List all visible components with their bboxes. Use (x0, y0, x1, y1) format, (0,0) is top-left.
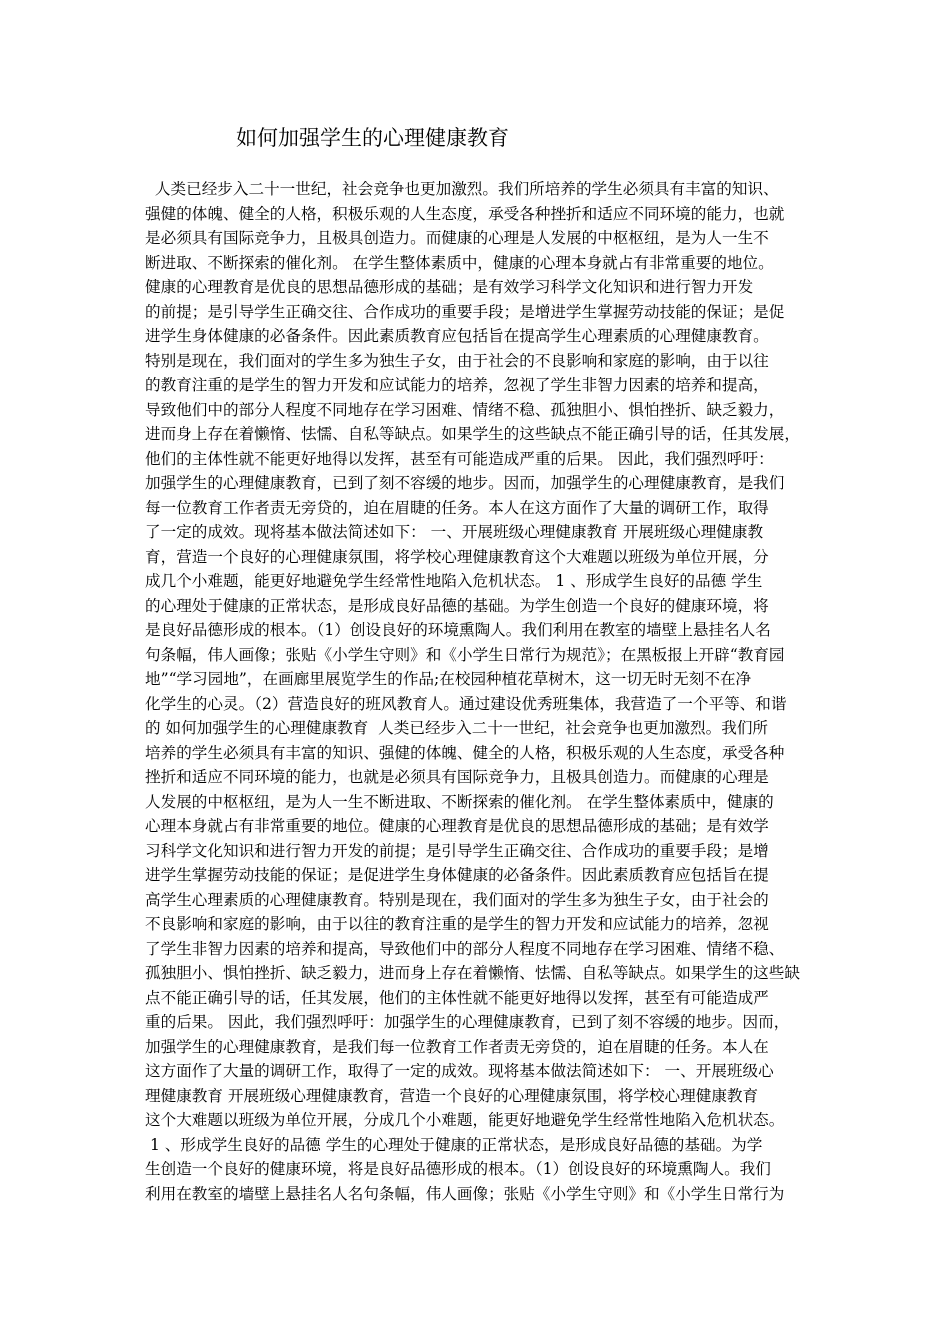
text-line: 人发展的中枢枢纽，是为人一生不断进取、不断探索的催化剂。 在学生整体素质中，健康的 (145, 792, 774, 811)
text-line: 是良好品德形成的根本。（1）创设良好的环境熏陶人。我们利用在教室的墙壁上悬挂名人名 (145, 621, 771, 639)
text-line: 孤独胆小、惧怕挫折、缺乏毅力，进而身上存在着懒惰、怯懦、自私等缺点。如果学生的这些缺 (145, 964, 800, 982)
text-line: 进而身上存在着懒惰、怯懦、自私等缺点。如果学生的这些缺点不能正确引导的话，任其发展， (145, 425, 800, 443)
text-line: 是必须具有国际竞争力，且极具创造力。而健康的心理是人发展的中枢枢纽，是为人一生不 (145, 229, 769, 247)
text-line: 高学生心理素质的心理健康教育。特别是现在，我们面对的学生多为独生子女，由于社会的 (145, 890, 769, 909)
text-line: 成几个小难题，能更好地避免学生经常性地陷入危机状态。 1 、形成学生良好的品德 学生 (145, 572, 763, 590)
text-line: 1 、形成学生良好的品德 学生的心理处于健康的正常状态，是形成良好品德的基础。为学 (145, 1135, 763, 1154)
text-line: 特别是现在，我们面对的学生多为独生子女，由于社会的不良影响和家庭的影响，由于以往 (145, 351, 769, 370)
document-body (145, 177, 811, 1206)
text-line: 断进取、不断探索的催化剂。 在学生整体素质中，健康的心理本身就占有非常重要的地位。 (145, 253, 774, 272)
text-line: 人类已经步入二十一世纪，社会竞争也更加激烈。我们所培养的学生必须具有丰富的知识、 (145, 180, 779, 198)
text-line: 句条幅，伟人画像；张贴《小学生守则》和《小学生日常行为规范》；在黑板报上开辟“教育园 (145, 645, 785, 664)
text-line: 重的后果。 因此，我们强烈呼吁：加强学生的心理健康教育，已到了刻不容缓的地步。因而， (145, 1013, 790, 1031)
text-line: 的教育注重的是学生的智力开发和应试能力的培养，忽视了学生非智力因素的培养和提高， (145, 376, 769, 394)
text-line: 这方面作了大量的调研工作，取得了一定的成效。现将基本做法简述如下： 一、开展班级心 (145, 1062, 774, 1080)
text-line: 不良影响和家庭的影响，由于以往的教育注重的是学生的智力开发和应试能力的培养，忽视 (145, 915, 769, 933)
text-line: 了学生非智力因素的培养和提高，导致他们中的部分人程度不同地存在学习困难、情绪不稳、 (145, 939, 785, 958)
text-line: 他们的主体性就不能更好地得以发挥，甚至有可能造成严重的后果。 因此，我们强烈呼吁： (145, 449, 774, 468)
text-line: 习科学文化知识和进行智力开发的前提；是引导学生正确交往、合作成功的重要手段；是增 (145, 841, 769, 860)
text-line: 培养的学生必须具有丰富的知识、强健的体魄、健全的人格，积极乐观的人生态度，承受各种 (145, 743, 785, 762)
text-line: 育，营造一个良好的心理健康氛围，将学校心理健康教育这个大难题以班级为单位开展，分 (145, 547, 769, 566)
text-line: 强健的体魄、健全的人格，积极乐观的人生态度，承受各种挫折和适应不同环境的能力，也就 (145, 204, 785, 223)
text-line: 点不能正确引导的话，任其发展，他们的主体性就不能更好地得以发挥，甚至有可能造成严 (145, 988, 769, 1007)
document-title: 如何加强学生的心理健康教育 (236, 126, 509, 150)
text-line: 的 如何加强学生的心理健康教育 人类已经步入二十一世纪，社会竞争也更加激烈。我们所 (145, 719, 769, 737)
text-line: 生创造一个良好的健康环境，将是良好品德形成的根本。（1）创设良好的环境熏陶人。我们 (145, 1160, 771, 1178)
text-line: 导致他们中的部分人程度不同地存在学习困难、情绪不稳、孤独胆小、惧怕挫折、缺乏毅力， (145, 400, 785, 419)
text-line: 的心理处于健康的正常状态，是形成良好品德的基础。为学生创造一个良好的健康环境，将 (145, 596, 769, 615)
text-line: 理健康教育 开展班级心理健康教育，营造一个良好的心理健康氛围，将学校心理健康教育 (145, 1086, 759, 1105)
text-line: 进学生身体健康的必备条件。因此素质教育应包括旨在提高学生心理素质的心理健康教育。 (145, 327, 769, 345)
text-line: 这个大难题以班级为单位开展，分成几个小难题，能更好地避免学生经常性地陷入危机状态。 (145, 1111, 785, 1129)
text-line: 利用在教室的墙壁上悬挂名人名句条幅，伟人画像；张贴《小学生守则》和《小学生日常行为 (145, 1184, 785, 1203)
text-line: 加强学生的心理健康教育，是我们每一位教育工作者责无旁贷的，迫在眉睫的任务。本人在 (145, 1037, 769, 1056)
text-line: 心理本身就占有非常重要的地位。健康的心理教育是优良的思想品德形成的基础；是有效学 (145, 817, 769, 835)
text-line: 健康的心理教育是优良的思想品德形成的基础；是有效学习科学文化知识和进行智力开发 (145, 278, 754, 296)
text-line: 加强学生的心理健康教育，已到了刻不容缓的地步。因而，加强学生的心理健康教育，是我们 (145, 474, 785, 492)
text-line: 化学生的心灵。（2）营造良好的班风教育人。通过建设优秀班集体，我营造了一个平等、和谐 (145, 694, 787, 713)
text-line: 的前提；是引导学生正确交往、合作成功的重要手段；是增进学生掌握劳动技能的保证；是促 (145, 302, 785, 321)
text-line: 每一位教育工作者责无旁贷的，迫在眉睫的任务。本人在这方面作了大量的调研工作，取得 (145, 498, 769, 517)
text-line: 进学生掌握劳动技能的保证；是促进学生身体健康的必备条件。因此素质教育应包括旨在提 (145, 866, 769, 884)
text-line: 地”“学习园地”，在画廊里展览学生的作品;在校园种植花草树木，这一切无时无刻不在净 (145, 670, 752, 688)
text-line: 了一定的成效。现将基本做法简述如下： 一、开展班级心理健康教育 开展班级心理健康教 (145, 523, 764, 541)
text-line: 挫折和适应不同环境的能力，也就是必须具有国际竞争力，且极具创造力。而健康的心理是 (145, 768, 769, 786)
